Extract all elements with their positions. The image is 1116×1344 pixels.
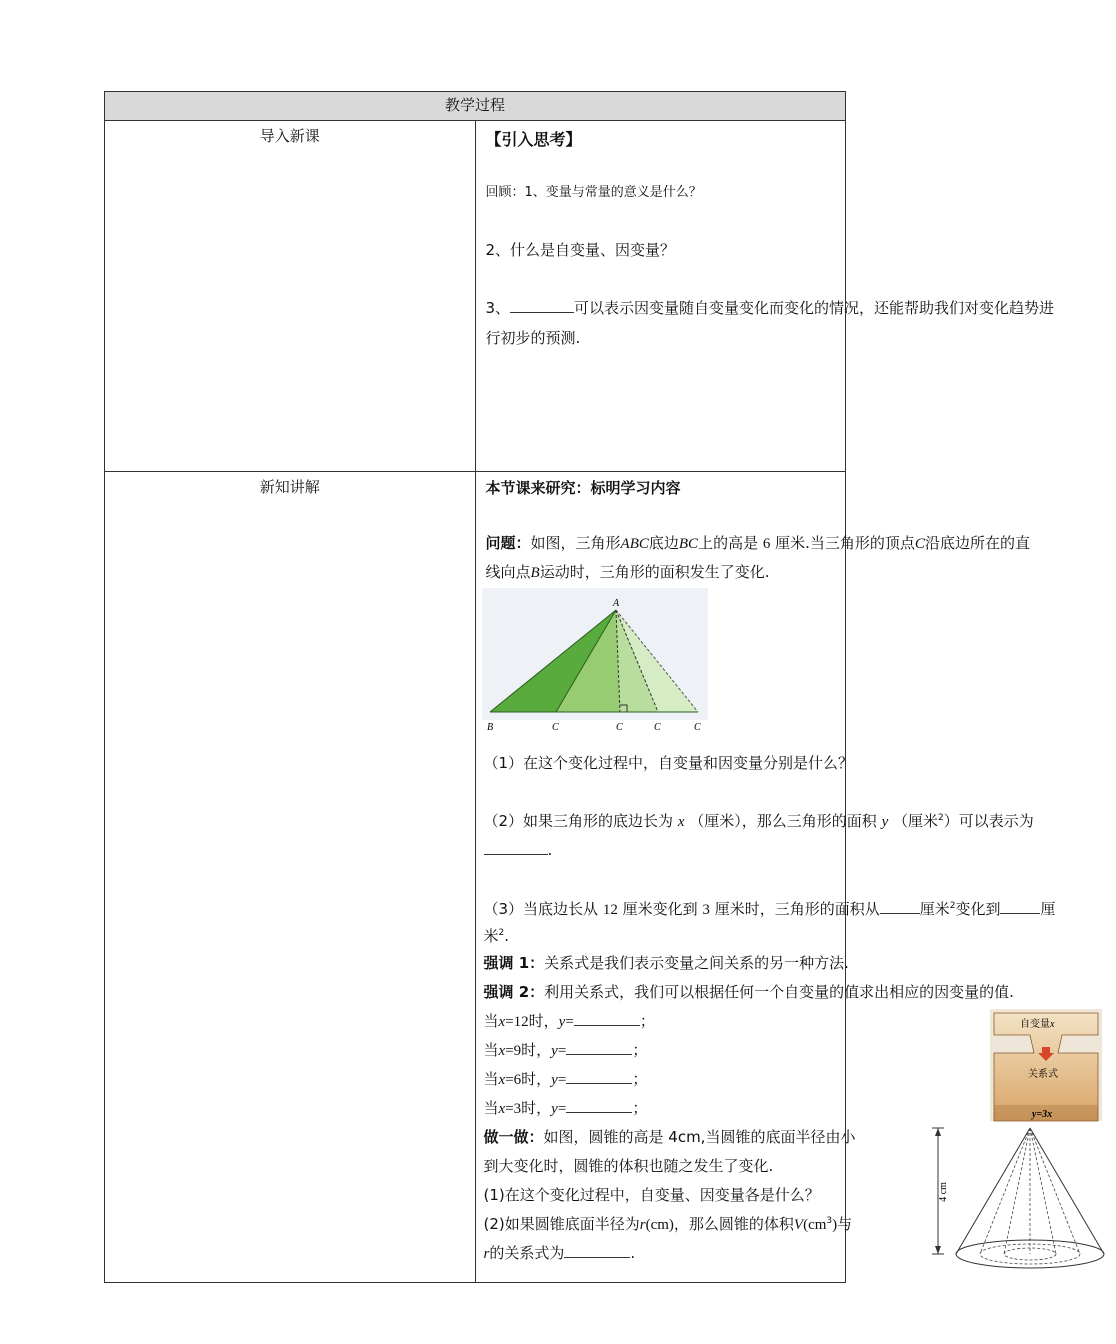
problem-line-2: 线向点B运动时，三角形的面积发生了变化.	[485, 563, 770, 581]
section-label-intro	[105, 121, 476, 472]
intro-title: 【引入思考】	[485, 130, 582, 149]
answer-blank[interactable]	[880, 899, 920, 914]
sub-question-1: （1）在这个变化过程中，自变量和因变量分别是什么？	[483, 754, 854, 772]
answer-blank[interactable]	[510, 298, 574, 313]
emphasis-2: 强调 2：利用关系式，我们可以根据任何一个自变量的值求出相应的因变量的值.	[483, 983, 1014, 1001]
activity-line-4: (2)如果圆锥底面半径为r(cm)，那么圆锥的体积$V(cm^3)$与	[483, 1215, 853, 1233]
answer-blank[interactable]	[564, 1243, 630, 1258]
sub-question-2-line2: .	[484, 840, 553, 859]
intro-question-2: 2、什么是自变量、因变量？	[485, 241, 676, 259]
sub-question-2: （2）如果三角形的底边长为 x （厘米），那么三角形的面积 y （厘米$^2$）可以表示为	[483, 812, 1034, 830]
activity-line-1: 做一做：如图，圆锥的高是 4cm,当圆锥的底面半径由小	[483, 1128, 856, 1146]
problem-line-1: 问题：如图，三角形ABC底边BC上的高是 6 厘米.当三角形的顶点C沿底边所在的直	[485, 534, 1030, 552]
section-label-text: 导入新课	[259, 127, 320, 145]
height-arrow-top-icon	[935, 1128, 941, 1136]
emphasis-1: 强调 1：关系式是我们表示变量之间关系的另一种方法.	[483, 954, 849, 972]
label-c4: C	[693, 722, 701, 733]
answer-blank[interactable]	[566, 1040, 632, 1055]
activity-line-5: r的关系式为 .	[483, 1244, 636, 1262]
section-label-text: 新知讲解	[259, 478, 320, 496]
cone-height-label: 4 cm	[937, 1182, 949, 1202]
teaching-process-table	[104, 91, 1058, 1283]
cone-inner-left	[1004, 1128, 1030, 1254]
section-content-intro	[475, 121, 1055, 472]
cone-mid-right	[1030, 1128, 1080, 1254]
cone-side-right	[1030, 1128, 1104, 1254]
sub-question-3: （3）当底边长从 12 厘米变化到 3 厘米时，三角形的面积从 厘米$^2$变化到 厘	[483, 900, 1056, 918]
table-header	[105, 92, 846, 121]
answer-blank[interactable]	[484, 840, 548, 855]
machine-output-label: y=3x	[1031, 1109, 1052, 1120]
answer-blank[interactable]	[566, 1069, 632, 1084]
label-c1: C	[551, 722, 559, 733]
case-x9: 当x=9时，y= ；	[483, 1041, 648, 1059]
case-x3: 当x=3时，y= ；	[483, 1099, 648, 1117]
intro-question-3: 3、 可以表示因变量随自变量变化而变化的情况，还能帮助我们对变化趋势进	[485, 299, 1055, 317]
cone-mid-left	[980, 1128, 1030, 1254]
new-title: 本节课来研究：标明学习内容	[485, 479, 681, 497]
intro-question-3-line2: 行初步的预测.	[485, 329, 581, 347]
cone-inner-right	[1030, 1128, 1056, 1254]
triangle-figure	[482, 588, 708, 736]
section-content-new	[475, 472, 1058, 1283]
activity-line-2: 到大变化时，圆锥的体积也随之发生了变化.	[483, 1157, 774, 1175]
function-machine-figure	[990, 1009, 1102, 1121]
case-x12: 当x=12时，y= ；	[483, 1012, 655, 1030]
cone-figure	[924, 1122, 1116, 1278]
height-arrow-bottom-icon	[935, 1246, 941, 1254]
label-c2: C	[615, 722, 623, 733]
cone-side-left	[956, 1128, 1030, 1254]
answer-blank[interactable]	[566, 1098, 632, 1113]
case-x6: 当x=6时，y= ；	[483, 1070, 648, 1088]
label-b: B	[486, 722, 493, 733]
label-c3: C	[653, 722, 661, 733]
intro-question-1: 回顾：1、变量与常量的意义是什么？	[485, 185, 702, 200]
answer-blank[interactable]	[1000, 899, 1040, 914]
machine-input-label: 自变量x	[1019, 1019, 1054, 1030]
section-label-new	[105, 472, 476, 1283]
label-a: A	[612, 598, 619, 609]
answer-blank[interactable]	[574, 1011, 640, 1026]
sub-question-3-line2: 米$^2$.	[483, 927, 510, 945]
activity-line-3: (1)在这个变化过程中，自变量、因变量各是什么？	[483, 1186, 820, 1204]
machine-middle-label: 关系式	[1027, 1069, 1058, 1080]
table-header-text: 教学过程	[444, 96, 505, 114]
